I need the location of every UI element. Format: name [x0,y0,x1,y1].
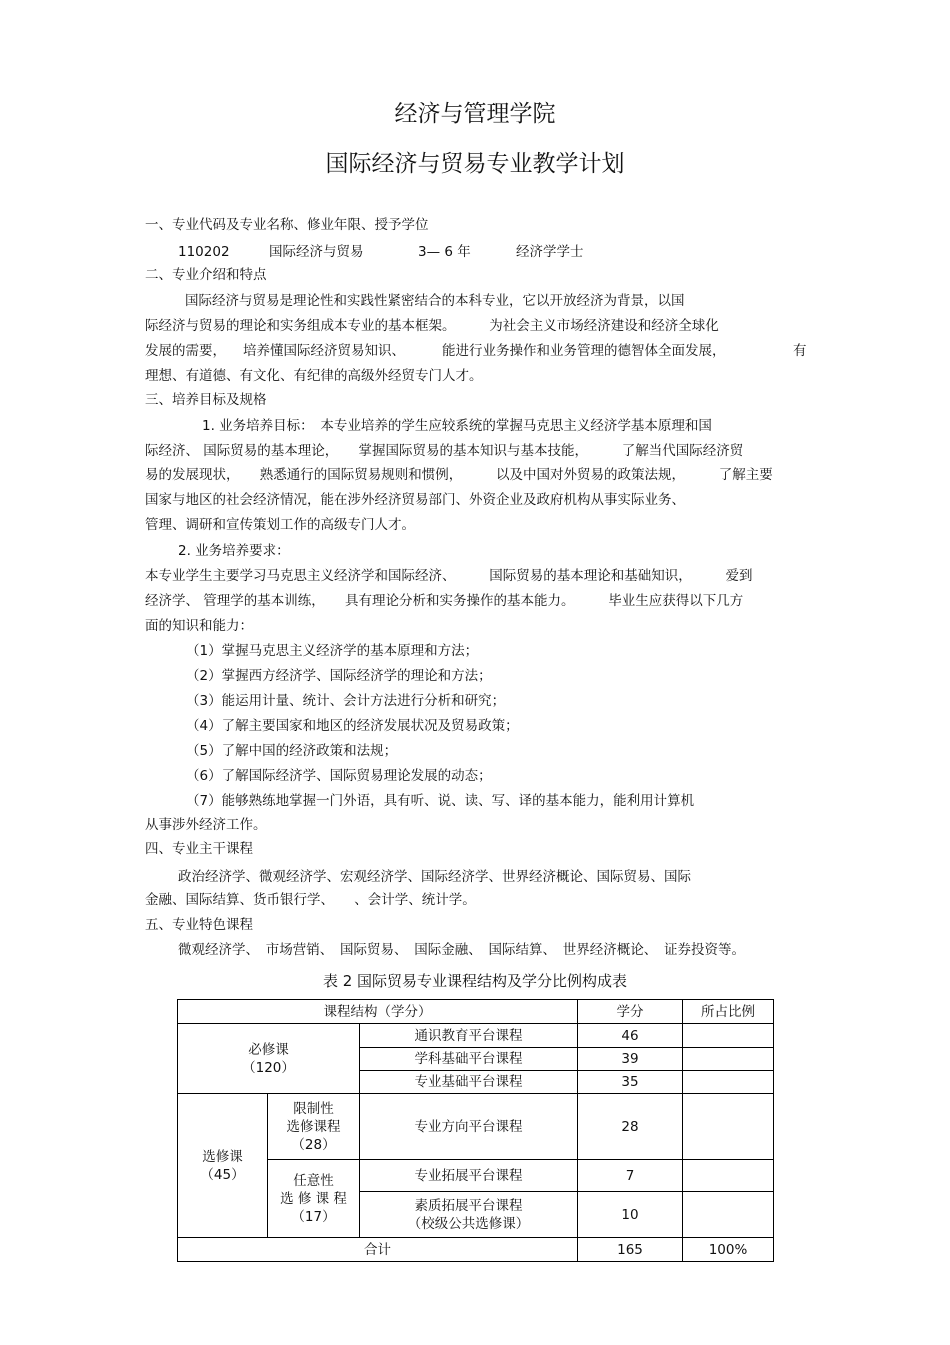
page-title-plan: 国际经济与贸易专业教学计划 [325,151,625,177]
course-ratio [683,1024,774,1048]
intro-segment: 有 [793,343,807,359]
core-courses-line: 政治经济学、微观经济学、宏观经济学、国际经济学、世界经济概论、国际贸易、国际 [178,869,691,885]
course-ratio [683,1048,774,1071]
course-platform [360,1192,578,1238]
table-row [178,1094,774,1160]
requirements-line: 面的知识和能力： [145,618,253,634]
study-years: 3— 6 年 [418,244,471,260]
intro-line: 际经济与贸易的理论和实务组成本专业的基本框架。 为社会主义市场经济建设和经济全球化 [145,318,719,334]
required-credits: （120） [242,1059,295,1076]
course-credits: 35 [578,1071,683,1094]
intro-segment: 培养懂国际经济贸易知识、 [243,343,405,359]
header-structure: 课程结构（学分） [178,1000,578,1024]
goal-line: 管理、调研和宣传策划工作的高级专门人才。 [145,517,415,533]
elective-credits: （45） [200,1166,245,1183]
limited-label: （28） [291,1136,336,1153]
degree: 经济学学士 [516,244,584,260]
table-caption: 表 2 国际贸易专业课程结构及学分比例构成表 [322,972,628,990]
course-platform-name: 素质拓展平台课程 [414,1197,523,1214]
goal-line: 际经济、 国际贸易的基本理论， 掌握国际贸易的基本知识与基本技能， 了解当代国际经济贸 [145,443,744,459]
section-2-heading: 二、专业介绍和特点 [145,267,267,283]
intro-line [145,342,805,360]
course-ratio [683,1094,774,1160]
major-name: 国际经济与贸易 [269,244,364,260]
total-label: 合计 [178,1238,578,1262]
section-3-heading: 三、培养目标及规格 [145,392,267,408]
limited-label: 限制性 [293,1100,334,1117]
course-ratio [683,1160,774,1192]
required-category [178,1024,360,1094]
ability-item: （2）掌握西方经济学、国际经济学的理论和方法； [186,668,492,684]
ability-item: （1）掌握马克思主义经济学的基本原理和方法； [186,643,479,659]
course-credits: 46 [578,1024,683,1048]
ability-item: （7）能够熟练地掌握一门外语，具有听、说、读、写、译的基本能力，能利用计算机 [186,793,695,809]
course-ratio [683,1192,774,1238]
featured-courses-line: 微观经济学、 市场营销、 国际贸易、 国际金融、 国际结算、 世界经济概论、 证券投资等。 [178,942,745,958]
limited-label: 选修课程 [286,1118,341,1135]
optional-label: 选 修 课 程 [280,1190,347,1207]
elective-category [178,1094,268,1238]
course-platform: 学科基础平台课程 [360,1048,578,1071]
ability-item: （3）能运用计量、统计、会计方法进行分析和研究； [186,693,506,709]
header-credits: 学分 [578,1000,683,1024]
limited-elective-category [268,1094,360,1160]
table-row [178,1024,774,1048]
course-ratio [683,1071,774,1094]
optional-elective-category [268,1160,360,1238]
goal-line: 国家与地区的社会经济情况，能在涉外经济贸易部门、外资企业及政府机构从事实际业务、 [145,492,685,508]
major-code: 110202 [178,244,230,260]
table-row [178,1160,774,1192]
requirements-line: 本专业学生主要学习马克思主义经济学和国际经济、 国际贸易的基本理论和基础知识， 爱到 [145,568,753,584]
course-credits: 7 [578,1160,683,1192]
course-credits: 39 [578,1048,683,1071]
course-platform: 专业基础平台课程 [360,1071,578,1094]
elective-label: 选修课 [202,1148,243,1165]
total-credits: 165 [578,1238,683,1262]
course-credits: 28 [578,1094,683,1160]
header-ratio: 所占比例 [683,1000,774,1024]
goal-line: 易的发展现状， 熟悉通行的国际贸易规则和惯例， 以及中国对外贸易的政策法规， 了解主要 [145,467,773,483]
table-header-row [178,1000,774,1024]
page-title-college: 经济与管理学院 [394,101,556,127]
ability-item-continued: 从事涉外经济工作。 [145,817,267,833]
ability-item: （4）了解主要国家和地区的经济发展状况及贸易政策； [186,718,519,734]
optional-label: 任意性 [293,1172,334,1189]
total-ratio: 100% [683,1238,774,1262]
intro-segment: 发展的需要， [145,343,226,359]
table-total-row [178,1238,774,1262]
course-platform: 通识教育平台课程 [360,1024,578,1048]
intro-line: 理想、有道德、有文化、有纪律的高级外经贸专门人才。 [145,368,483,384]
course-platform-note: （校级公共选修课） [407,1215,530,1232]
credit-structure-table [177,999,774,1262]
section-1-heading: 一、专业代码及专业名称、修业年限、授予学位 [145,217,429,233]
required-label: 必修课 [248,1041,289,1058]
ability-item: （6）了解国际经济学、国际贸易理论发展的动态； [186,768,492,784]
intro-line: 国际经济与贸易是理论性和实践性紧密结合的本科专业，它以开放经济为背景，以国 [185,293,685,309]
goal-line: 1. 业务培养目标： 本专业培养的学生应较系统的掌握马克思主义经济学基本原理和国 [202,418,712,434]
section-5-heading: 五、专业特色课程 [145,917,253,933]
requirements-line: 经济学、 管理学的基本训练， 具有理论分析和实务操作的基本能力。 毕业生应获得以下几方 [145,593,744,609]
requirements-heading: 2. 业务培养要求： [178,543,290,559]
intro-segment: 能进行业务操作和业务管理的德智体全面发展， [442,343,726,359]
section-4-heading: 四、专业主干课程 [145,841,253,857]
course-platform: 专业方向平台课程 [360,1094,578,1160]
optional-label: （17） [291,1208,336,1225]
course-credits: 10 [578,1192,683,1238]
core-courses-line: 金融、国际结算、货币银行学、 、会计学、统计学。 [145,892,476,908]
course-platform: 专业拓展平台课程 [360,1160,578,1192]
ability-item: （5）了解中国的经济政策和法规； [186,743,398,759]
